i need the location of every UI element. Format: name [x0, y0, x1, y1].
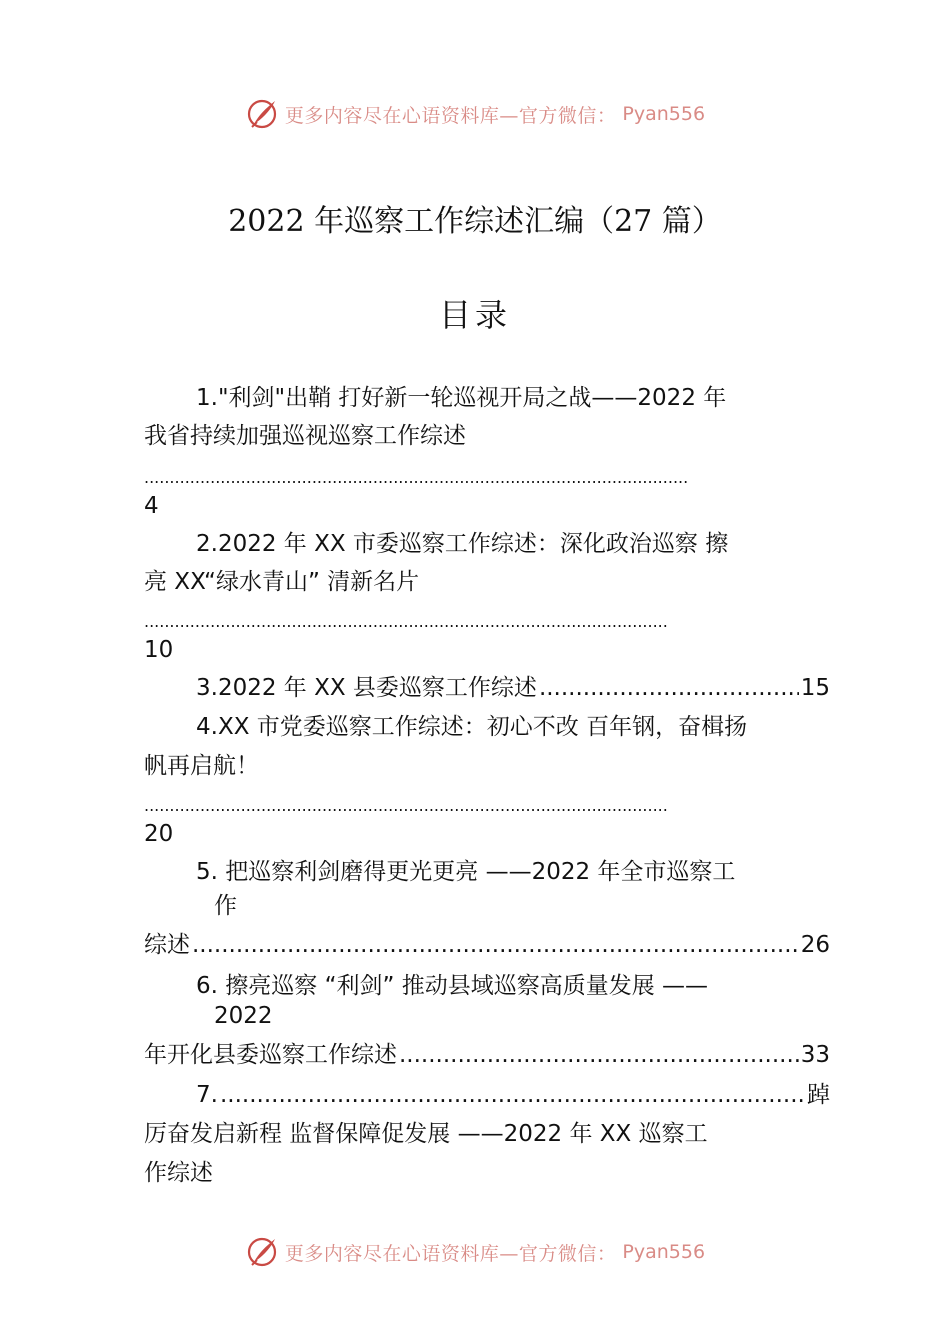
toc-entry-3[interactable] — [196, 672, 830, 704]
feather-logo-icon — [245, 97, 279, 131]
document-title: 2022 年巡察工作综述汇编（27 篇） — [228, 204, 722, 239]
toc-entry-4-line-1[interactable]: 4.XX 市党委巡察工作综述：初心不改 百年钢，奋楫扬 — [196, 714, 748, 740]
toc-entry-4-page[interactable]: 20 — [144, 821, 174, 847]
feather-logo-icon — [245, 1235, 279, 1269]
toc-entry-5-page: 26 — [800, 932, 830, 958]
toc-entry-7-number: 7. — [196, 1082, 218, 1108]
toc-entry-1-line-1[interactable]: 1."利剑"出鞘 打好新一轮巡视开局之战——2022 年 — [196, 385, 727, 411]
toc-entry-5[interactable] — [144, 929, 830, 961]
toc-entry-3-page: 15 — [800, 675, 830, 701]
toc-entry-5-title: 综述 — [144, 932, 190, 958]
toc-entry-2-page[interactable]: 10 — [144, 637, 174, 663]
toc-entry-2-dots: ....................................................................................................... — [144, 612, 668, 631]
banner-wechat-id: Pyan556 — [622, 1241, 706, 1263]
toc-entry-7-line-3[interactable]: 作综述 — [144, 1160, 213, 1186]
toc-entry-7-line-2[interactable]: 厉奋发启新程 监督保障促发展 ——2022 年 XX 巡察工 — [144, 1121, 708, 1147]
toc-entry-3-title: 3.2022 年 XX 县委巡察工作综述 — [196, 675, 537, 701]
header-banner — [0, 94, 950, 134]
toc-entry-6-page: 33 — [800, 1042, 830, 1068]
toc-entry-5-line-2[interactable]: 作 — [214, 893, 237, 919]
toc-entry-1-line-2[interactable]: 我省持续加强巡视巡察工作综述 — [144, 423, 466, 449]
toc-entry-4-line-2[interactable]: 帆再启航！ — [144, 753, 259, 779]
toc-entry-6-line-1[interactable]: 6. 擦亮巡察 “利剑” 推动县域巡察高质量发展 —— — [196, 973, 709, 999]
toc-entry-6[interactable] — [144, 1039, 830, 1071]
toc-entry-5-dots — [192, 929, 799, 961]
toc-entry-7-dots — [220, 1079, 805, 1111]
footer-banner — [0, 1232, 950, 1272]
toc-heading: 目录 — [438, 296, 511, 334]
toc-entry-6-line-2[interactable]: 2022 — [214, 1003, 273, 1029]
toc-entry-6-dots — [399, 1039, 799, 1071]
toc-entry-1-dots: ........................................................................................................... — [144, 468, 689, 487]
toc-entry-5-line-1[interactable]: 5. 把巡察利剑磨得更光更亮 ——2022 年全市巡察工 — [196, 859, 736, 885]
toc-entry-7-tail: 踔 — [807, 1082, 830, 1108]
toc-entry-6-title: 年开化县委巡察工作综述 — [144, 1042, 397, 1068]
toc-entry-7[interactable] — [196, 1079, 830, 1111]
toc-entry-2-line-2[interactable]: 亮 XX“绿水青山” 清新名片 — [144, 569, 420, 595]
toc-entry-4-dots: ....................................................................................................... — [144, 796, 668, 815]
toc-entry-3-dots — [539, 672, 799, 704]
banner-text: 更多内容尽在心语资料库—官方微信： — [284, 1242, 617, 1265]
banner-text: 更多内容尽在心语资料库—官方微信： — [284, 104, 617, 127]
toc-entry-1-page[interactable]: 4 — [144, 493, 159, 519]
toc-entry-2-line-1[interactable]: 2.2022 年 XX 市委巡察工作综述：深化政治巡察 擦 — [196, 531, 729, 557]
banner-wechat-id: Pyan556 — [622, 103, 706, 125]
